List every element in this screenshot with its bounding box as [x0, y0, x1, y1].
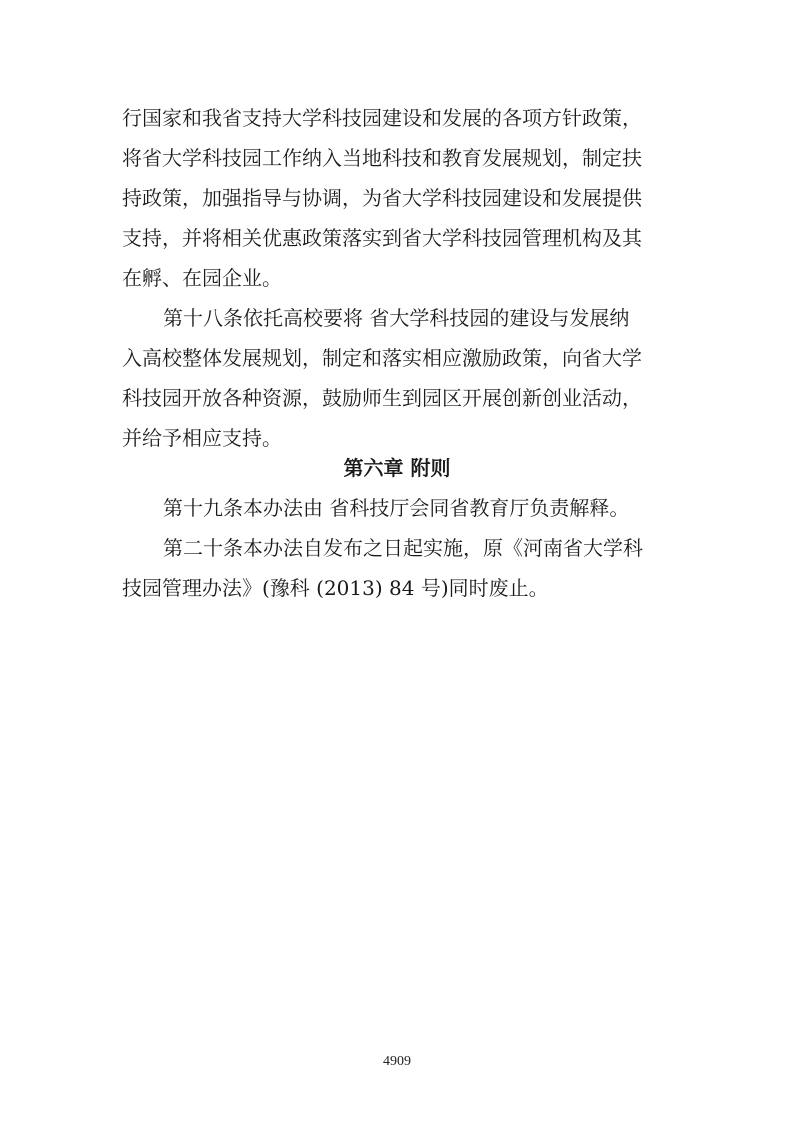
line-text: 科技园开放各种资源，鼓励师生到园区开展创新创业活动，	[122, 386, 642, 410]
line-text: 第二十条本办法自发布之日起实施，原《河南省大学科	[163, 536, 643, 560]
chapter-heading: 第六章 附则	[343, 456, 451, 480]
text-line	[0, 302, 794, 334]
text-line	[0, 182, 794, 214]
line-text: 行国家和我省支持大学科技园建设和发展的各项方针政策，	[122, 106, 642, 130]
line-text: 第十八条依托高校要将 省大学科技园的建设与发展纳	[163, 306, 630, 330]
line-text: 将省大学科技园工作纳入当地科技和教育发展规划，制定扶	[122, 146, 642, 170]
line-text: 入高校整体发展规划，制定和落实相应激励政策，向省大学	[122, 346, 642, 370]
line-text: 支持，并将相关优惠政策落实到省大学科技园管理机构及其	[122, 226, 642, 250]
text-line	[0, 572, 794, 604]
text-line	[0, 222, 794, 254]
line-text: 第十九条本办法由 省科技厅会同省教育厅负责解释。	[163, 496, 630, 520]
page-number: 4909	[383, 1054, 411, 1069]
text-line	[0, 532, 794, 564]
text-line	[0, 422, 794, 454]
text-line	[0, 102, 794, 134]
text-line	[0, 142, 794, 174]
text-line	[0, 262, 794, 294]
text-line	[0, 342, 794, 374]
line-text: 技园管理办法》(豫科 (2013) 84 号)同时废止。	[122, 576, 549, 600]
line-text: 持政策，加强指导与协调，为省大学科技园建设和发展提供	[122, 186, 642, 210]
text-line	[0, 492, 794, 524]
line-text: 在孵、在园企业。	[122, 266, 282, 290]
line-text: 并给予相应支持。	[122, 426, 282, 450]
text-line	[0, 382, 794, 414]
